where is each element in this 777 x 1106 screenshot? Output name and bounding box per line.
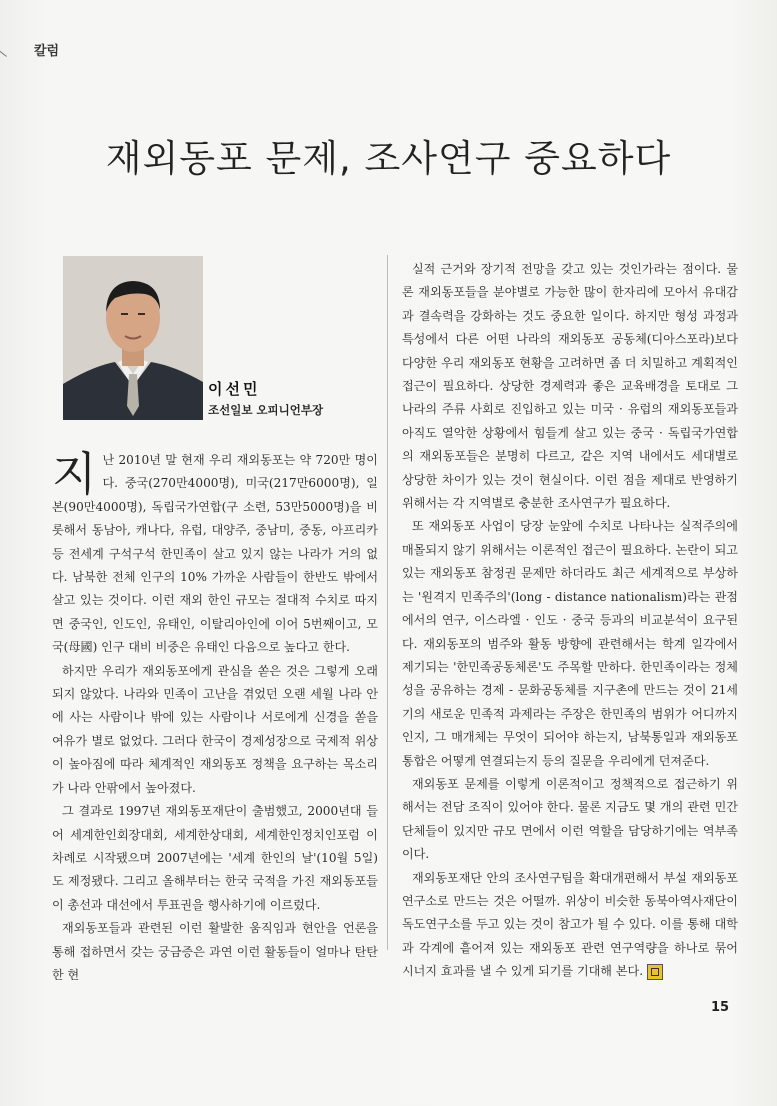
right-column <box>402 258 738 984</box>
left-column <box>52 449 378 987</box>
paragraph: 하지만 우리가 재외동포에게 관심을 쏟은 것은 그렇게 오래 되지 않았다. 나라와 민족이 고난을 겪었던 오랜 세월 나라 안에 사는 사람이나 밖에 있는 사람이나 서로에게 신경을 쏟을 여유가 별로 없었다. 그러다 한국이 경제성장으로 국제적 위상이 높아짐에 따라 체계적인 재외동포 정책을 요구하는 목소리가 나라 안팎에서 높아졌다. <box>52 663 378 795</box>
section-label: 칼럼 <box>34 44 60 59</box>
end-mark-icon <box>647 964 663 980</box>
paragraph: 재외동포들과 관련된 이런 활발한 움직임과 현안을 언론을 통해 접하면서 갖는 궁금증은 과연 이런 활동들이 얼마나 탄탄한 현 <box>52 921 378 982</box>
author-role: 조선일보 오피니언부장 <box>208 403 324 417</box>
paragraph-text: 재외동포재단 안의 조사연구팀을 확대개편해서 부설 재외동포연구소로 만드는 것은 어떨까. 위상이 비슷한 동북아역사재단이 독도연구소를 두고 있는 것이 참고가 될 수 있다. 이를 통해 대학과 각계에 흩어져 있는 재외동포 관련 연구역량을 하나로 묶어 시너지 효과를 낼 수 있게 되기를 기대해 본다. <box>402 870 738 979</box>
paragraph: 재외동포 문제를 이렇게 이론적이고 정책적으로 접근하기 위해서는 전담 조직이 있어야 한다. 물론 지금도 몇 개의 관련 민간단체들이 있지만 규모 면에서 이런 역할을 담당하기에는 역부족이다. <box>402 776 738 862</box>
paragraph <box>402 867 738 984</box>
paragraph-text: 난 2010년 말 현재 우리 재외동포는 약 720만 명이다. 중국(270만4000명), 미국(217만6000명), 일본(90만4000명), 독립국가연합(구 소련, 53만5000명)을 비롯해서 동남아, 캐나다, 유럽, 대양주, 중남미, 중동, 아프리카 등 전세계 구석구석 한민족이 살고 있지 않는 나라가 거의 없다. 남북한 전체 인구의 10% 가까운 사람들이 한반도 밖에서 살고 있는 것이다. 이런 재외 한인 규모는 절대적 수치로 따지면 중국인, 인도인, 유태인, 이탈리아인에 이어 5번째이고, 모국(母國) 인구 대비 비중은 유태인 다음으로 높다고 한다. <box>52 453 378 655</box>
article-title: 재외동포 문제, 조사연구 중요하다 <box>105 137 672 180</box>
drop-cap: 지 <box>52 447 97 501</box>
column-divider <box>387 255 388 950</box>
paragraph: 또 재외동포 사업이 당장 눈앞에 수치로 나타나는 실적주의에 매몰되지 않기 위해서는 이론적인 접근이 필요하다. 논란이 되고 있는 재외동포 참정권 문제만 하더라도 최근 세계적으로 부상하는 '원격지 민족주의'(long - distance nationalism)라는 관점에서의 연구, 이스라엘 · 인도 · 중국 등과의 비교분석이 요구된다. 재외동포의 범주와 활동 방향에 관련해서는 학계 일각에서 제기되는 '한민족공동체론'도 주목할 만하다. 한민족이라는 정체성을 공유하는 경제 - 문화공동체를 지구촌에 만드는 것이 21세기의 새로운 민족적 과제라는 주장은 한민족의 범위가 어디까지인지, 그 매개체는 무엇이 되어야 하는지, 남북통일과 재외동포 통합은 어떻게 연결되는지 등의 질문을 우리에게 던져준다. <box>402 519 738 768</box>
author-photo <box>63 256 203 420</box>
paragraph <box>52 449 378 660</box>
paragraph: 그 결과로 1997년 재외동포재단이 출범했고, 2000년대 들어 세계한인회장대회, 세계한상대회, 세계한인정치인포럼 이 차례로 시작됐으며 2007년에는 '세계 한인의 날'(10월 5일)도 제정됐다. 그리고 올해부터는 한국 국적을 가진 재외동포들이 총선과 대선에서 투표권을 행사하기에 이르렀다. <box>52 804 378 912</box>
page-number: 15 <box>711 1000 730 1015</box>
author-name: 이선민 <box>208 380 261 398</box>
corner-decoration <box>0 0 32 57</box>
author-portrait-icon <box>63 256 203 420</box>
paragraph: 실적 근거와 장기적 전망을 갖고 있는 것인가라는 점이다. 물론 재외동포들을 분야별로 가능한 많이 한자리에 모아서 유대감과 결속력을 강화하는 것도 중요한 일이다. 하지만 형성 과정과 특성에서 다른 어떤 나라의 재외동포 공동체(디아스포라)보다 다양한 우리 재외동포 현황을 고려하면 좀 더 치밀하고 계획적인 접근이 필요하다. 상당한 경제력과 좋은 교육배경을 토대로 그 나라의 주류 사회로 진입하고 있는 미국 · 유럽의 재외동포들과 아직도 열악한 상황에서 힘들게 살고 있는 중국 · 독립국가연합의 재외동포들은 분명히 다르고, 같은 지역 내에서도 세대별로 상당한 차이가 있는 것이 현실이다. 이런 점을 제대로 반영하기 위해서는 각 지역별로 충분한 조사연구가 필요하다. <box>402 262 738 511</box>
author-byline <box>208 378 323 418</box>
